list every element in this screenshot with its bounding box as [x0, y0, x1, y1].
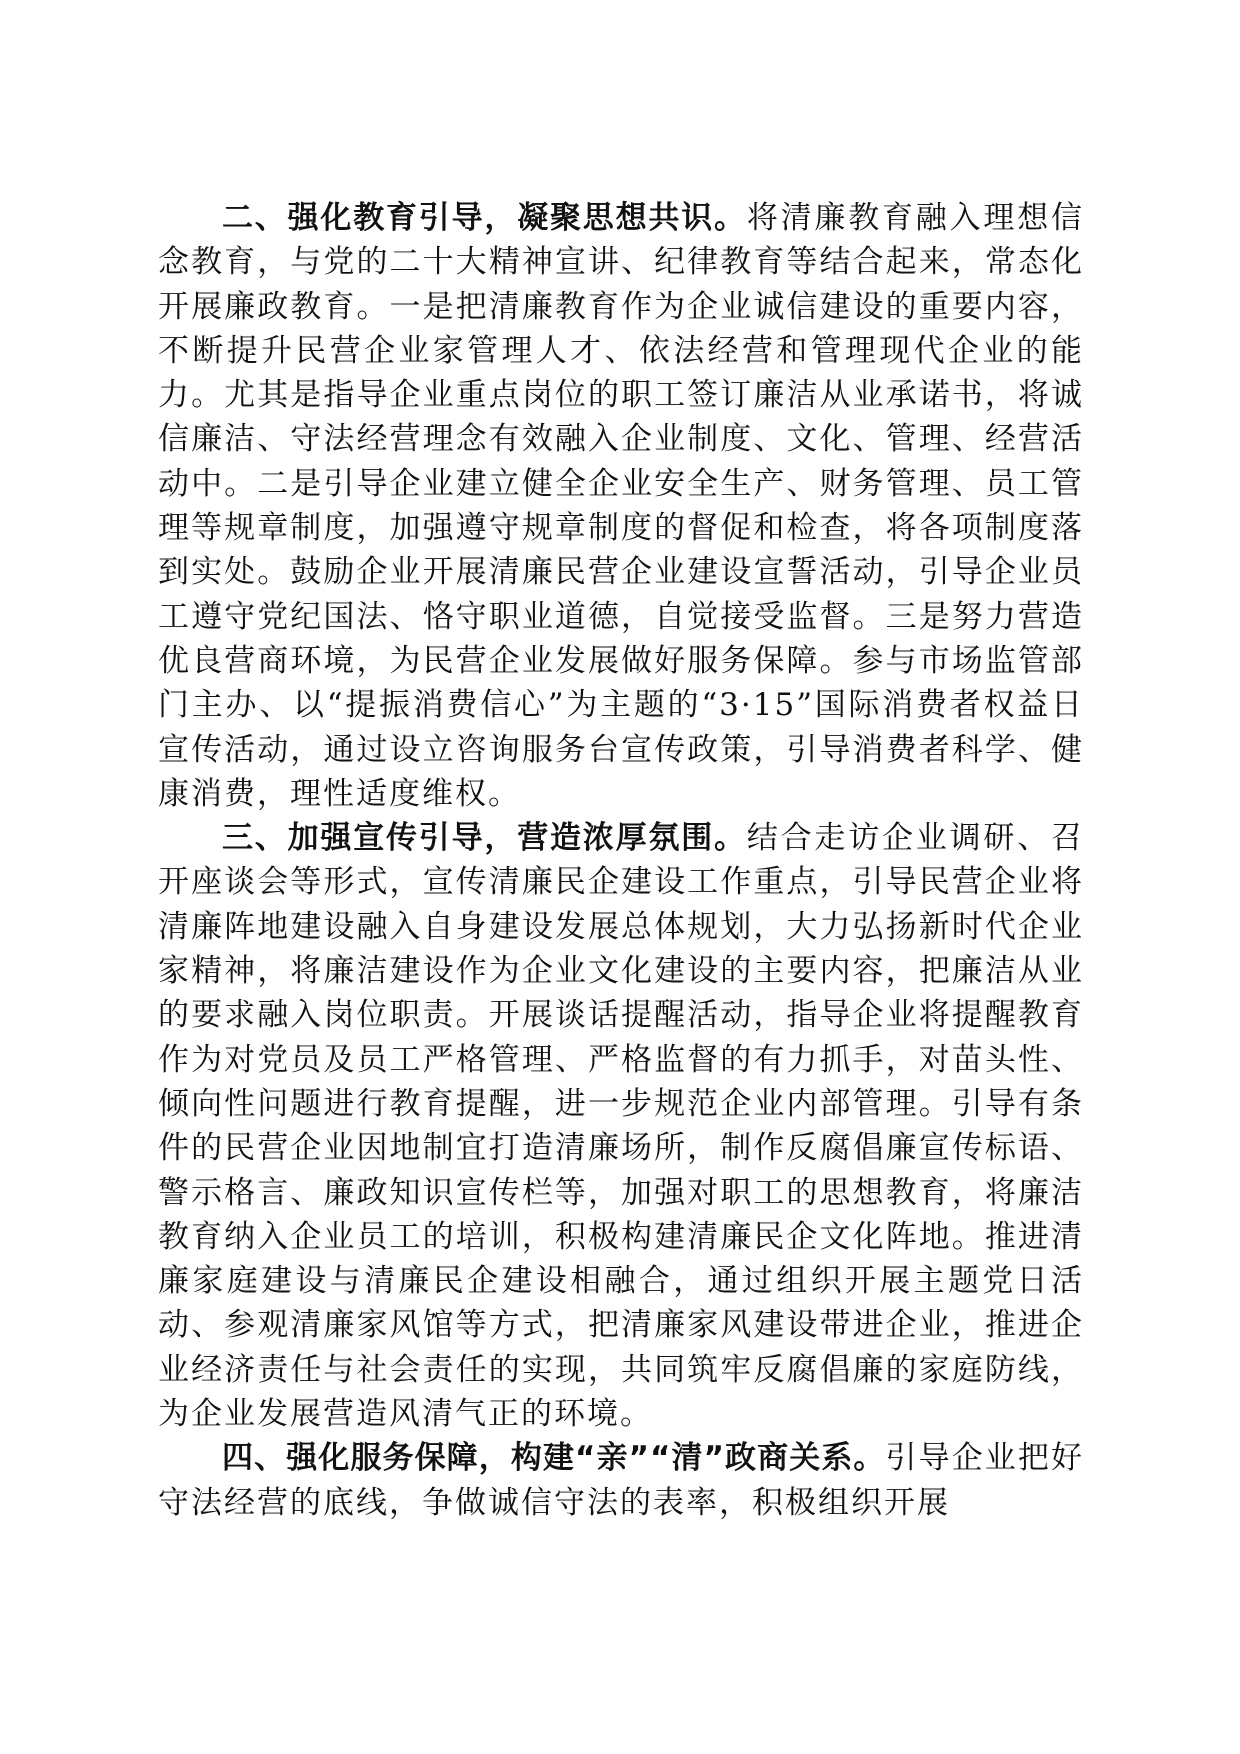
section-heading-3: 三、加强宣传引导，营造浓厚氛围。 [222, 820, 747, 857]
document-body [158, 196, 1084, 1525]
paragraph-section-3 [158, 816, 1084, 1436]
section-text-3: 结合走访企业调研、召开座谈会等形式，宣传清廉民企建设工作重点，引导民营企业将清廉阵地建设融入自身建设发展总体规划，大力弘扬新时代企业家精神，将廉洁建设作为企业文化建设的主要内容，把廉洁从业的要求融入岗位职责。开展谈话提醒活动，指导企业将提醒教育作为对党员及员工严格管理、严格监督的有力抓手，对苗头性、倾向性问题进行教育提醒，进一步规范企业内部管理。引导有条件的民营企业因地制宜打造清廉场所，制作反腐倡廉宣传标语、警示格言、廉政知识宣传栏等，加强对职工的思想教育，将廉洁教育纳入企业员工的培训，积极构建清廉民企文化阵地。推进清廉家庭建设与清廉民企建设相融合，通过组织开展主题党日活动、参观清廉家风馆等方式，把清廉家风建设带进企业，推进企业经济责任与社会责任的实现，共同筑牢反腐倡廉的家庭防线，为企业发展营造风清气正的环境。 [158, 820, 1085, 1433]
section-heading-4: 四、强化服务保障，构建“亲”“清”政商关系。 [222, 1440, 886, 1477]
section-text-2: 将清廉教育融入理想信念教育，与党的二十大精神宣讲、纪律教育等结合起来，常态化开展廉政教育。一是把清廉教育作为企业诚信建设的重要内容，不断提升民营企业家管理人才、依法经营和管理现代企业的能力。尤其是指导企业重点岗位的职工签订廉洁从业承诺书，将诚信廉洁、守法经营理念有效融入企业制度、文化、管理、经营活动中。二是引导企业建立健全企业安全生产、财务管理、员工管理等规章制度，加强遵守规章制度的督促和检查，将各项制度落到实处。鼓励企业开展清廉民营企业建设宣誓活动，引导企业员工遵守党纪国法、恪守职业道德，自觉接受监督。三是努力营造优良营商环境，为民营企业发展做好服务保障。参与市场监管部门主办、以“提振消费信心”为主题的“3·15”国际消费者权益日宣传活动，通过设立咨询服务台宣传政策，引导消费者科学、健康消费，理性适度维权。 [158, 200, 1085, 812]
paragraph-section-2 [158, 196, 1084, 816]
section-heading-2: 二、强化教育引导，凝聚思想共识。 [222, 200, 747, 236]
section-text-4: 引导企业把好守法经营的底线，争做诚信守法的表率，积极组织开展 [158, 1440, 1084, 1521]
paragraph-section-4 [158, 1436, 1084, 1525]
